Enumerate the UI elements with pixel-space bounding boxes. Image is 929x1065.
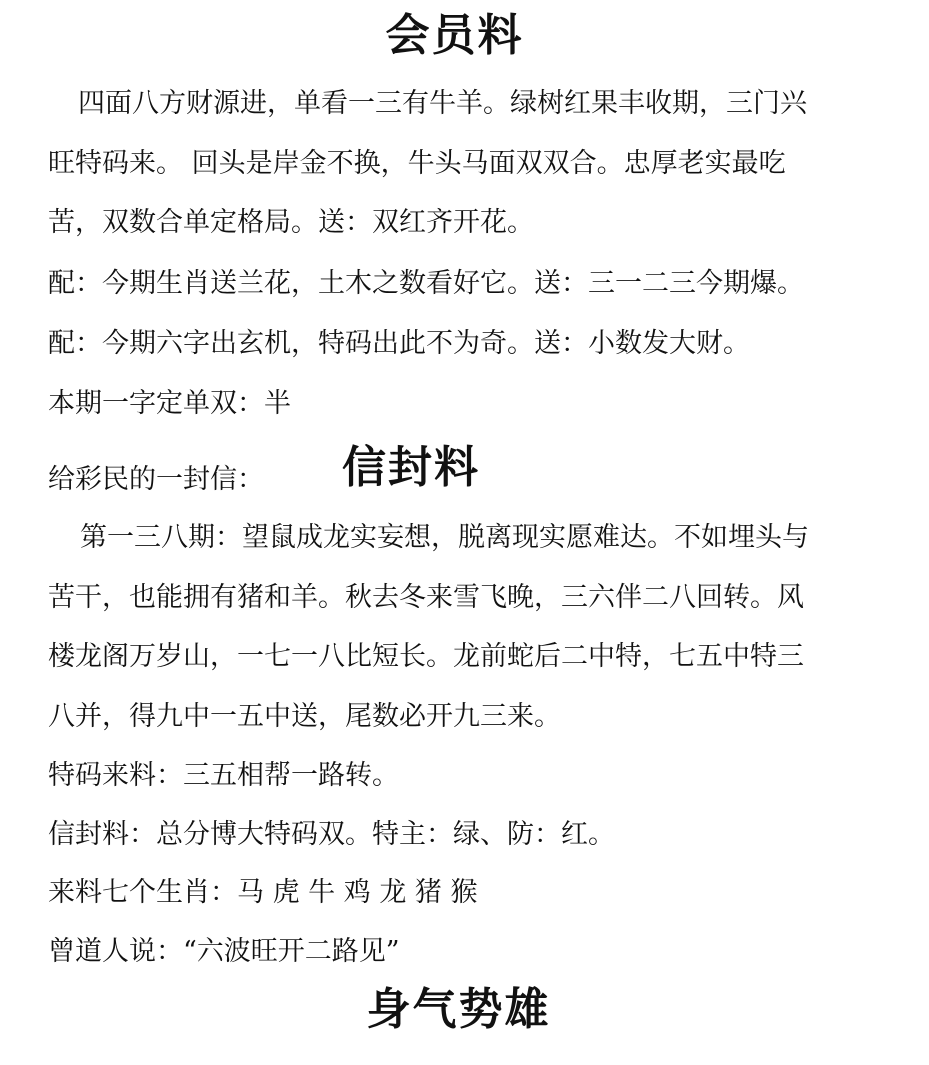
envelope-line-5: 特码来料：三五相帮一路转。 xyxy=(48,760,399,791)
member-line-3: 苦，双数合单定格局。送：双红齐开花。 xyxy=(48,207,534,238)
envelope-line-4: 八并，得九中一五中送，尾数必开九三来。 xyxy=(48,701,561,732)
envelope-line-8: 曾道人说：“六波旺开二路见” xyxy=(48,936,400,967)
envelope-line-6: 信封料：总分博大特码双。特主：绿、防：红。 xyxy=(48,819,615,850)
member-line-6: 本期一字定单双：半 xyxy=(48,388,291,419)
member-line-2: 旺特码来。 回头是岸金不换，牛头马面双双合。忠厚老实最吃 xyxy=(48,148,786,179)
member-line-4: 配：今期生肖送兰花，土木之数看好它。送：三一二三今期爆。 xyxy=(48,268,804,299)
envelope-line-7: 来料七个生肖：马 虎 牛 鸡 龙 猪 猴 xyxy=(48,877,478,908)
envelope-intro: 给彩民的一封信： xyxy=(48,464,264,495)
envelope-line-3: 楼龙阁万岁山，一七一八比短长。龙前蛇后二中特，七五中特三 xyxy=(48,641,804,672)
member-line-1: 四面八方财源进，单看一三有牛羊。绿树红果丰收期，三门兴 xyxy=(78,88,807,119)
envelope-line-2: 苦干，也能拥有猪和羊。秋去冬来雪飞晚，三六伴二八回转。风 xyxy=(48,582,804,613)
envelope-line-1: 第一三八期：望鼠成龙实妄想，脱离现实愿难达。不如埋头与 xyxy=(80,522,809,553)
member-line-5: 配：今期六字出玄机，特码出此不为奇。送：小数发大财。 xyxy=(48,328,750,359)
footer-section-title: 身气势雄 xyxy=(366,984,551,1035)
member-section-title: 会员料 xyxy=(385,10,524,61)
envelope-section-title: 信封料 xyxy=(342,442,480,493)
